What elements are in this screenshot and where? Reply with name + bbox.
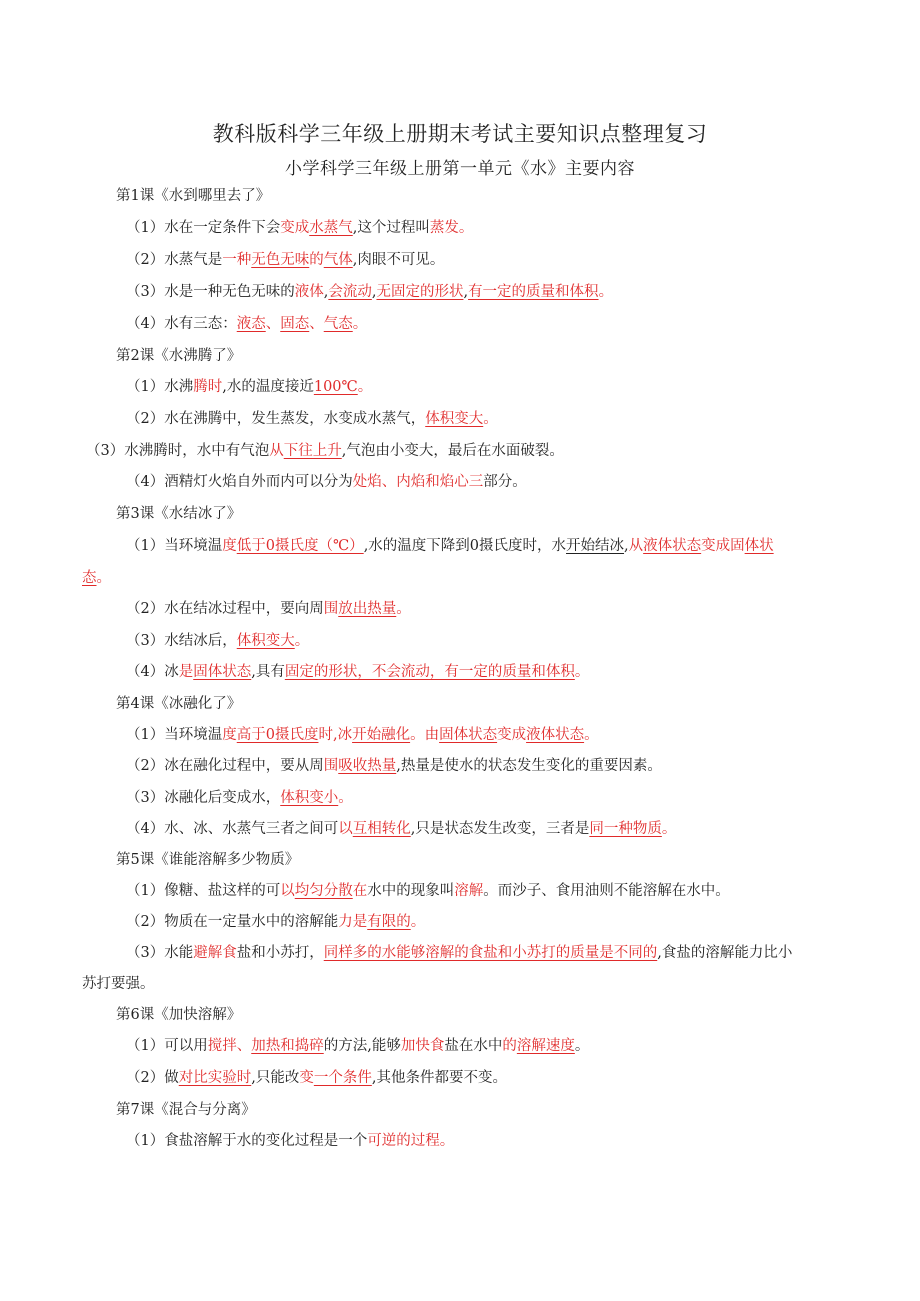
- lesson-2-heading: [116, 346, 241, 366]
- key-term: 有限的: [367, 914, 411, 930]
- key-term: 搅拌: [207, 1038, 237, 1054]
- lesson-7-point-1: [126, 1131, 454, 1151]
- key-term: 高于0摄氏度: [236, 727, 319, 743]
- text-segment: （3）水沸腾时，水中有气泡: [86, 443, 270, 459]
- key-term: 一种: [222, 252, 252, 268]
- key-term: 开始融化: [352, 727, 411, 743]
- text-segment: （2）做: [126, 1070, 179, 1086]
- key-term: 加快食: [400, 1038, 445, 1054]
- key-term: 。: [439, 1133, 455, 1149]
- text-segment: 水中的现象叫: [367, 883, 455, 899]
- text-segment: 第1课《水到哪里去了》: [116, 188, 271, 204]
- lesson-2-point-2: [126, 409, 498, 429]
- key-term: 固态: [280, 316, 310, 332]
- text-segment: ,气泡由小变大，最后在水面破裂。: [341, 443, 564, 459]
- text-segment: （4）冰: [126, 664, 179, 680]
- key-term: 下往上升: [283, 443, 342, 459]
- key-term: 气体: [323, 252, 353, 268]
- key-term: 会流动: [328, 284, 372, 300]
- lesson-4-point-1: [126, 725, 599, 745]
- text-segment: （2）水在沸腾中，发生蒸发，水变成水蒸气，: [126, 411, 426, 427]
- key-term: 体积变大: [425, 411, 484, 427]
- key-term: 。: [574, 664, 590, 680]
- key-term: 变成: [701, 538, 731, 554]
- text-segment: ,只能改: [251, 1070, 300, 1086]
- key-term: 液体状态: [526, 727, 585, 743]
- key-term: 水蒸气: [309, 220, 353, 236]
- lesson-6-point-2: [126, 1068, 507, 1088]
- text-segment: （2）水蒸气是: [126, 252, 223, 268]
- key-term: 无固定的形状: [376, 284, 464, 300]
- lesson-5-point-3-continued: [82, 974, 155, 994]
- key-term: 体积变大: [236, 633, 295, 649]
- key-term: 溶解速度: [516, 1038, 575, 1054]
- key-term: 蒸发。: [429, 220, 474, 236]
- key-term: 气态: [323, 316, 353, 332]
- lesson-4-heading: [116, 694, 241, 714]
- lesson-5-point-3: [126, 943, 792, 963]
- key-term: 液态: [236, 316, 266, 332]
- key-term: 从: [269, 443, 284, 459]
- lesson-2-point-1: [126, 377, 372, 397]
- key-term: 、: [309, 316, 324, 332]
- text-segment: ,: [371, 284, 377, 300]
- lesson-1-point-3: [126, 282, 613, 302]
- text-segment: （1）当环境温: [126, 727, 223, 743]
- text-segment: ,: [323, 284, 329, 300]
- text-segment: （2）水在结冰过程中，要向周: [126, 601, 324, 617]
- lesson-5-point-2: [126, 912, 425, 932]
- key-term: 度: [222, 538, 237, 554]
- key-term: 避解食: [193, 945, 237, 961]
- text-segment: 第4课《冰融化了》: [116, 696, 242, 712]
- key-term: 固定的形状，不会流动，有一定的质量和体积: [284, 664, 575, 680]
- text-segment: （4）水、冰、水蒸气三者之间可: [126, 821, 339, 837]
- key-term: 。: [294, 633, 310, 649]
- lesson-2-point-4: [126, 472, 527, 492]
- text-segment: ,具有: [251, 664, 285, 680]
- key-term: 态: [82, 570, 97, 586]
- lesson-4-point-4: [126, 819, 676, 839]
- text-segment: （4）酒精灯火焰自外而内可以分为: [126, 474, 353, 490]
- key-term: 变: [299, 1070, 314, 1086]
- lesson-1-point-4: [126, 314, 367, 334]
- key-term: 。: [483, 411, 498, 427]
- text-segment: ,其他条件都要不变。: [371, 1070, 507, 1086]
- key-term: 。: [584, 727, 599, 743]
- key-term: 对比实验时: [178, 1070, 252, 1086]
- key-term: 围: [323, 601, 339, 617]
- lesson-4-point-2: [126, 756, 662, 776]
- key-term: 以: [280, 883, 295, 899]
- text-segment: 第6课《加快溶解》: [116, 1007, 242, 1023]
- key-term: 处焰、内焰和焰心三: [352, 474, 484, 490]
- lesson-3-point-4: [126, 662, 589, 682]
- key-term: 度: [222, 727, 237, 743]
- text-segment: ,食盐的溶解能力比小: [657, 945, 793, 961]
- key-term: 加热和捣碎: [251, 1038, 324, 1054]
- lesson-6-heading: [116, 1005, 241, 1025]
- key-term: 有一定的质量和体积: [468, 284, 599, 300]
- lesson-3-point-3: [126, 631, 309, 651]
- text-segment: 。而沙子、食用油则不能溶解在水中。: [483, 883, 730, 899]
- lesson-3-heading: [116, 504, 241, 524]
- text-segment: ,只是状态发生改变，三者是: [410, 821, 590, 837]
- text-segment: （2）物质在一定量水中的溶解能: [126, 914, 339, 930]
- lesson-4-point-3: [126, 788, 353, 808]
- key-term: 是: [178, 664, 194, 680]
- unit-subtitle: 小学科学三年级上册第一单元《水》主要内容: [285, 159, 635, 179]
- text-segment: 开始结冰: [566, 538, 625, 554]
- lesson-3-point-1-continued: [82, 568, 111, 588]
- lesson-7-heading: [116, 1100, 256, 1120]
- key-term: 无色无味: [251, 252, 310, 268]
- text-segment: （1）水沸: [126, 379, 194, 395]
- text-segment: 部分。: [483, 474, 527, 490]
- key-term: 同样多的水能够溶解的食盐和小苏打的质量是不同的: [323, 945, 658, 961]
- key-term: 。: [396, 601, 411, 617]
- key-term: 的: [309, 252, 324, 268]
- key-term: 。: [96, 570, 111, 586]
- key-term: 溶解: [454, 883, 484, 899]
- key-term: 。由: [410, 727, 440, 743]
- lesson-6-point-1: [126, 1036, 589, 1056]
- key-term: 从: [628, 538, 644, 554]
- text-segment: 第5课《谁能溶解多少物质》: [116, 852, 300, 868]
- text-segment: （3）冰融化后变成水，: [126, 790, 281, 806]
- key-term: 腾时: [193, 379, 223, 395]
- key-term: 吸收热量: [338, 758, 397, 774]
- key-term: 液体状态: [643, 538, 702, 554]
- key-term: 。: [410, 914, 426, 930]
- key-term: 在: [352, 883, 368, 899]
- key-term: 放出热量: [338, 601, 397, 617]
- key-term: 体状: [744, 538, 774, 554]
- lesson-1-point-1: [126, 218, 473, 238]
- text-segment: （2）冰在融化过程中，要从周: [126, 758, 324, 774]
- text-segment: （1）当环境温: [126, 538, 223, 554]
- key-term: 以: [338, 821, 353, 837]
- text-segment: ,水的温度接近: [222, 379, 314, 395]
- text-segment: 。: [574, 1038, 590, 1054]
- text-segment: 第3课《水结冰了》: [116, 506, 242, 522]
- key-term: 一个条件: [313, 1070, 372, 1086]
- lesson-1-point-2: [126, 250, 444, 270]
- text-segment: ,肉眼不可见。: [352, 252, 445, 268]
- key-term: 液体: [294, 284, 324, 300]
- key-term: 时,冰: [318, 727, 353, 743]
- key-term: 固体状态: [193, 664, 252, 680]
- lesson-5-heading: [116, 850, 299, 870]
- text-segment: 盐在水中: [444, 1038, 503, 1054]
- key-term: 低于0摄氏度（℃）: [236, 538, 364, 554]
- key-term: 互相转化: [352, 821, 411, 837]
- lesson-2-point-3: [86, 441, 564, 461]
- key-term: 。: [352, 316, 368, 332]
- lesson-5-point-1: [126, 881, 730, 901]
- text-segment: （3）水是一种无色无味的: [126, 284, 295, 300]
- text-segment: （3）水能: [126, 945, 194, 961]
- lesson-3-point-1: [126, 536, 774, 556]
- text-segment: 苏打要强。: [82, 976, 155, 992]
- text-segment: ,水的温度下降到0摄氏度时，水: [363, 538, 567, 554]
- lesson-3-point-2: [126, 599, 411, 619]
- text-segment: （1）可以用: [126, 1038, 208, 1054]
- key-term: 变成: [280, 220, 310, 236]
- text-segment: ,: [463, 284, 469, 300]
- key-term: 均匀分散: [294, 883, 353, 899]
- text-segment: ,这个过程叫: [352, 220, 430, 236]
- key-term: 体积变小: [280, 790, 339, 806]
- key-term: 、: [265, 316, 281, 332]
- key-term: 的: [502, 1038, 517, 1054]
- key-term: 可逆的过程: [367, 1133, 440, 1149]
- key-term: 。: [661, 821, 677, 837]
- text-segment: （1）像糖、盐这样的可: [126, 883, 281, 899]
- text-segment: （1）食盐溶解于水的变化过程是一个: [126, 1133, 368, 1149]
- key-term: 。: [598, 284, 614, 300]
- text-segment: ,热量是使水的状态发生变化的重要因素。: [396, 758, 662, 774]
- text-segment: （3）水结冰后，: [126, 633, 237, 649]
- text-segment: （1）水在一定条件下会: [126, 220, 281, 236]
- lesson-1-heading: [116, 186, 270, 206]
- key-term: 固: [730, 538, 745, 554]
- text-segment: 的方法,能够: [323, 1038, 401, 1054]
- text-segment: 盐和小苏打，: [236, 945, 324, 961]
- key-term: 。: [357, 379, 373, 395]
- key-term: 。: [338, 790, 353, 806]
- key-term: 固体状态: [439, 727, 498, 743]
- key-term: 、: [236, 1038, 252, 1054]
- text-segment: 第2课《水沸腾了》: [116, 348, 242, 364]
- key-term: 变成: [497, 727, 527, 743]
- key-term: 围: [323, 758, 339, 774]
- key-term: 力是: [338, 914, 368, 930]
- key-term: 100℃: [313, 379, 358, 395]
- text-segment: （4）水有三态：: [126, 316, 237, 332]
- document-title: 教科版科学三年级上册期末考试主要知识点整理复习: [212, 122, 708, 146]
- text-segment: 第7课《混合与分离》: [116, 1102, 256, 1118]
- key-term: 同一种物质: [589, 821, 662, 837]
- text-segment: ,: [624, 538, 629, 554]
